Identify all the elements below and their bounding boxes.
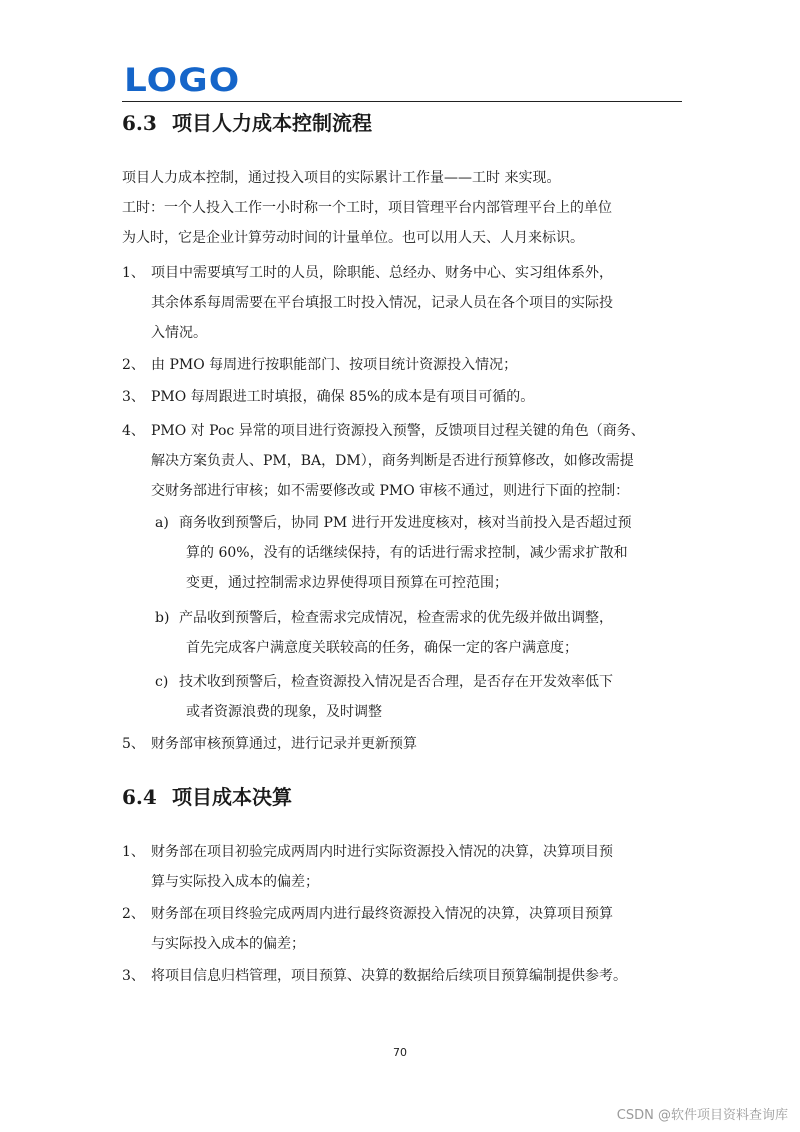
- section-number: 6.4: [122, 785, 157, 809]
- list-item-line: 财务部在项目初验完成两周内时进行实际资源投入情况的决算，决算项目预: [151, 844, 613, 860]
- logo: LOGO: [124, 61, 241, 99]
- sub-list-item-line: 算的 60%，没有的话继续保持，有的话进行需求控制，减少需求扩散和: [186, 545, 628, 561]
- sub-list-item-line: 商务收到预警后，协同 PM 进行开发进度核对，核对当前投入是否超过预: [179, 515, 632, 531]
- definition-line: 工时：一个人投入工作一小时称一个工时，项目管理平台内部管理平台上的单位: [122, 200, 612, 216]
- sub-list-item-line: 变更，通过控制需求边界使得项目预算在可控范围；: [186, 575, 508, 591]
- intro-paragraph: 项目人力成本控制，通过投入项目的实际累计工作量——工时 来实现。: [122, 170, 561, 186]
- list-item-line: PMO 对 Poc 异常的项目进行资源投入预警，反馈项目过程关键的角色（商务、: [151, 423, 645, 439]
- list-marker: 3、: [122, 389, 145, 405]
- list-item-line: 财务部在项目终验完成两周内进行最终资源投入情况的决算，决算项目预算: [151, 906, 613, 922]
- sub-list-item-line: 首先完成客户满意度关联较高的任务，确保一定的客户满意度；: [186, 640, 578, 656]
- list-item-line: 算与实际投入成本的偏差；: [151, 874, 319, 890]
- definition-line: 为人时，它是企业计算劳动时间的计量单位。也可以用人天、人月来标识。: [122, 230, 584, 246]
- sub-list-item-line: 技术收到预警后，检查资源投入情况是否合理，是否存在开发效率低下: [179, 674, 613, 690]
- list-item-line: 解决方案负责人、PM，BA，DM），商务判断是否进行预算修改，如修改需提: [151, 453, 634, 469]
- sub-list-marker: c): [155, 674, 169, 690]
- section-number: 6.3: [122, 111, 157, 135]
- list-item-line: 其余体系每周需要在平台填报工时投入情况，记录人员在各个项目的实际投: [151, 295, 613, 311]
- list-marker: 3、: [122, 968, 145, 984]
- list-item-line: 交财务部进行审核；如不需要修改或 PMO 审核不通过，则进行下面的控制：: [151, 483, 630, 499]
- sub-list-item-line: 或者资源浪费的现象，及时调整: [186, 704, 382, 720]
- list-item-line: 项目中需要填写工时的人员，除职能、总经办、财务中心、实习组体系外，: [151, 265, 613, 281]
- list-marker: 5、: [122, 736, 145, 752]
- list-marker: 1、: [122, 265, 145, 281]
- list-marker: 4、: [122, 423, 145, 439]
- sub-list-marker: a): [155, 515, 169, 531]
- list-item-line: 将项目信息归档管理，项目预算、决算的数据给后续项目预算编制提供参考。: [151, 968, 627, 984]
- list-marker: 2、: [122, 357, 145, 373]
- section-heading-6-4: [122, 784, 292, 810]
- section-title: 项目成本决算: [172, 785, 292, 809]
- page-number: 70: [393, 1046, 407, 1059]
- watermark: CSDN @软件项目资料查询库: [616, 1108, 788, 1123]
- sub-list-marker: b): [155, 610, 170, 626]
- section-heading-6-3: [122, 110, 372, 136]
- list-item-line: 入情况。: [151, 325, 207, 341]
- list-item-line: 与实际投入成本的偏差；: [151, 936, 305, 952]
- list-item-line: 财务部审核预算通过，进行记录并更新预算: [151, 736, 417, 752]
- list-marker: 1、: [122, 844, 145, 860]
- header-rule: [122, 101, 682, 102]
- list-marker: 2、: [122, 906, 145, 922]
- sub-list-item-line: 产品收到预警后，检查需求完成情况，检查需求的优先级并做出调整，: [179, 610, 613, 626]
- list-item-line: PMO 每周跟进工时填报，确保 85%的成本是有项目可循的。: [151, 389, 535, 405]
- list-item-line: 由 PMO 每周进行按职能部门、按项目统计资源投入情况；: [151, 357, 518, 373]
- section-title: 项目人力成本控制流程: [172, 111, 372, 135]
